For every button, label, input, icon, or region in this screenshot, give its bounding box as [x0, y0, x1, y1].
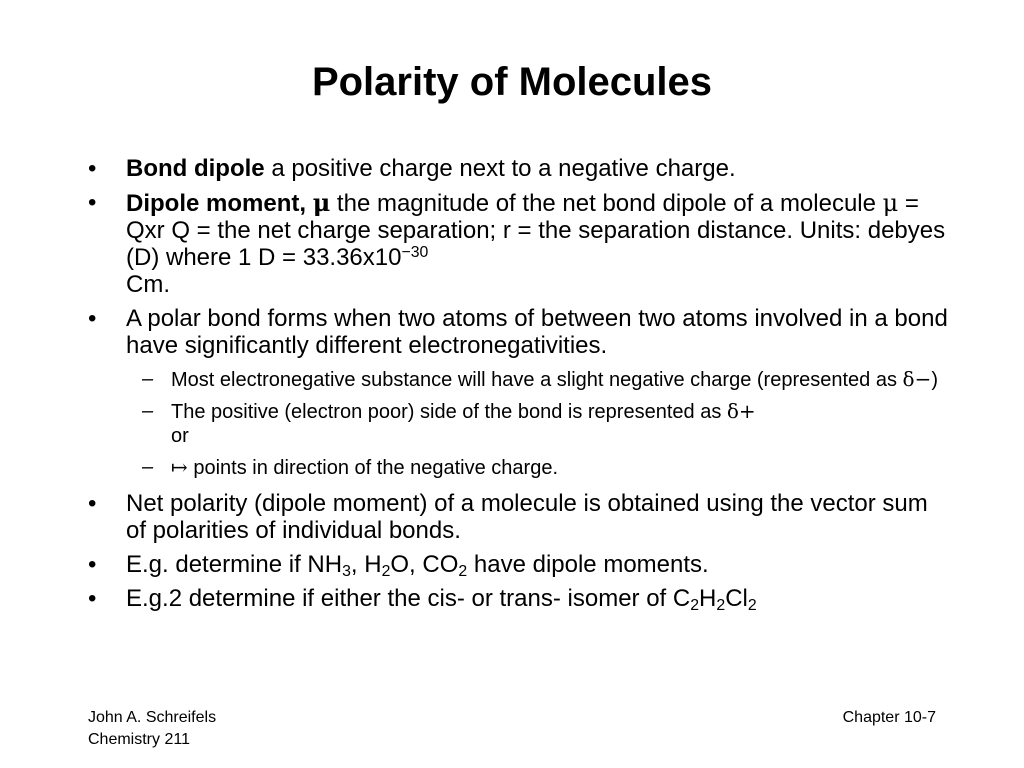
bullet-example-1 [88, 551, 948, 578]
bullet-marker: • [88, 155, 97, 182]
subscript: 2 [690, 596, 700, 614]
delta-plus-symbol: δ+ [726, 399, 756, 423]
example-2-text-2: H [699, 585, 717, 612]
bullet-marker: • [88, 189, 97, 216]
bullet-dipole-moment [88, 189, 948, 298]
bullet-marker: • [88, 305, 97, 332]
example-1-text-4: have dipole moments. [467, 551, 709, 578]
subbullet-positive-side [88, 399, 948, 448]
slide-title: Polarity of Molecules [311, 60, 713, 104]
subscript: 2 [458, 562, 468, 580]
subscript: 3 [342, 562, 351, 580]
term-bond-dipole: Bond dipole [126, 155, 265, 182]
mu-symbol: μ [312, 188, 331, 217]
subbullet-arrow-direction [88, 455, 948, 480]
footer-author: John A. Schreifels [88, 709, 217, 726]
bullet-marker: • [88, 490, 97, 517]
bullet-marker: • [88, 551, 97, 578]
dash-marker: – [142, 456, 154, 478]
negative-charge-text-2: ) [931, 369, 939, 391]
exponent: −30 [401, 244, 429, 262]
example-1-text-1: E.g. determine if NH [126, 551, 343, 578]
term-dipole-moment: Dipole moment, [126, 190, 313, 217]
arrow-direction-text: points in direction of the negative charge. [187, 457, 558, 479]
subscript: 2 [747, 596, 757, 614]
bond-dipole-definition: a positive charge next to a negative charge. [264, 155, 736, 182]
example-2-text-1: E.g.2 determine if either the cis- or trans- isomer of C [126, 585, 691, 612]
bullet-polar-bond [88, 305, 948, 359]
footer-chapter: Chapter 10-7 [842, 709, 936, 726]
maps-to-arrow-icon: ↦ [171, 455, 188, 479]
subscript: 2 [381, 562, 391, 580]
example-1-text-2: , H [350, 551, 382, 578]
dash-marker: – [142, 368, 154, 390]
example-1-text-3: O, CO [390, 551, 459, 578]
dipole-moment-text-1: the magnitude of the net bond dipole of a molecule [330, 190, 883, 217]
dipole-moment-text-3: Cm. [126, 271, 170, 298]
bullet-marker: • [88, 585, 97, 612]
negative-charge-text-1: Most electronegative substance will have a slight negative charge (represented as [171, 369, 903, 391]
slide-content [88, 155, 948, 619]
bullet-example-2 [88, 585, 948, 612]
net-polarity-text: Net polarity (dipole moment) of a molecule is obtained using the vector sum of polarities of individual bonds. [126, 490, 928, 544]
example-2-text-3: Cl [725, 585, 748, 612]
mu-symbol-2: μ [882, 189, 899, 217]
bullet-net-polarity [88, 490, 948, 544]
footer-left [88, 707, 216, 751]
positive-side-text-1: The positive (electron poor) side of the bond is represented as [171, 401, 727, 423]
subscript: 2 [716, 596, 726, 614]
dash-marker: – [142, 400, 154, 422]
positive-side-text-2: or [171, 425, 189, 447]
footer-course: Chemistry 211 [88, 731, 190, 748]
polar-bond-text: A polar bond forms when two atoms of between two atoms involved in a bond have significantly different electronegativities. [126, 305, 948, 359]
delta-minus-symbol: δ− [902, 367, 932, 391]
bullet-bond-dipole [88, 155, 948, 182]
dipole-moment-text-2: = Qxr Q = the net charge separation; r = the separation distance. Units: debyes (D) where 1 D = 33.36x10 [126, 190, 946, 271]
subbullet-negative-charge [88, 367, 948, 392]
